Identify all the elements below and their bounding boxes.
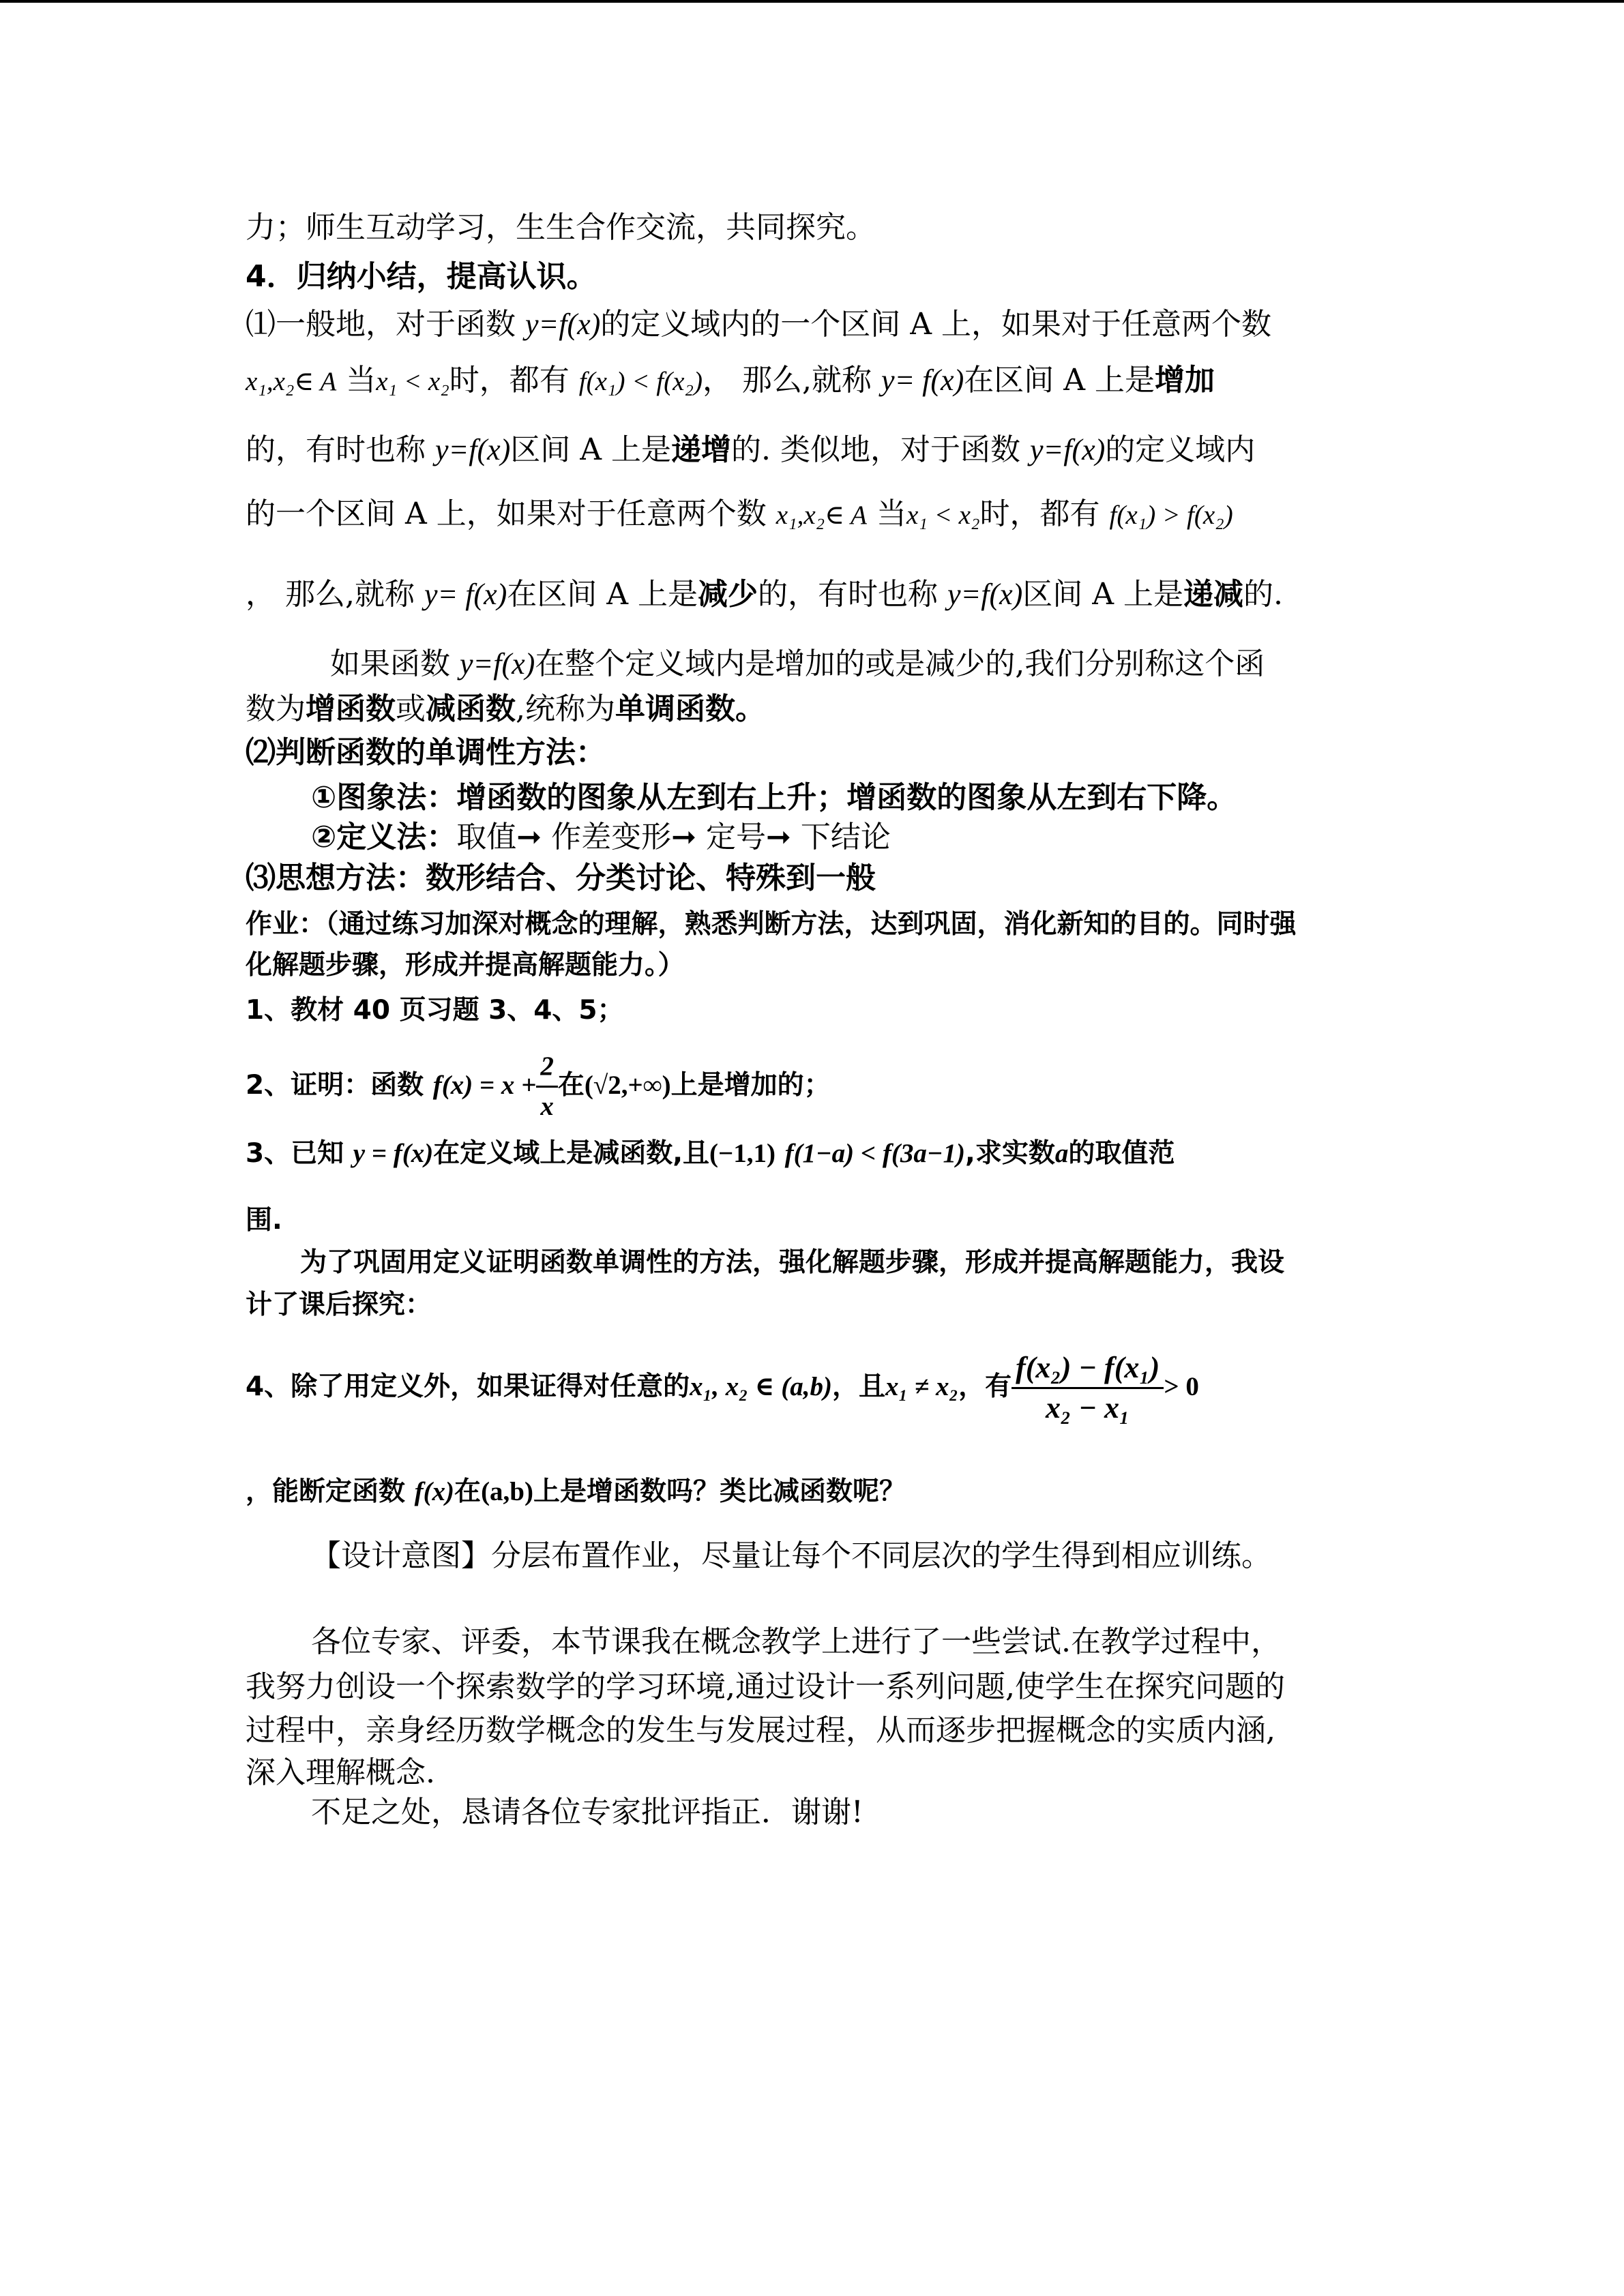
homework-item-3-end: 围. (246, 1205, 282, 1236)
homework-item-3: 3、已知 y = f(x)在定义域上是减函数,且(−1,1) f(1−a) < f(3a−1),求实数a的取值范 (246, 1138, 1175, 1169)
inquiry-intro-2: 计了课后探究： (246, 1289, 432, 1320)
homework-item-1: 1、教材 40 页习题 3、4、5； (246, 995, 624, 1026)
closing-paragraph-4: 深入理解概念. (246, 1755, 435, 1790)
closing-thanks: 不足之处，恳请各位专家批评指正．谢谢! (311, 1795, 863, 1830)
closing-paragraph-1: 各位专家、评委，本节课我在概念教学上进行了一些尝试.在教学过程中， (311, 1624, 1281, 1659)
inquiry-intro-1: 为了巩固用定义证明函数单调性的方法，强化解题步骤，形成并提高解题能力，我设 (300, 1247, 1285, 1278)
definition-increasing-condition: x₁,x₂∈ A 当x₁ < x₂时，都有 f(x₁) < f(x₂)， 那么,就称 y= f(x)在区间 A 上是增加 (246, 363, 1215, 398)
homework-item-4-question: ，能断定函数 f(x)在(a,b)上是增函数吗？类比减函数呢？ (246, 1476, 906, 1507)
closing-paragraph-2: 我努力创设一个探索数学的学习环境,通过设计一系列问题,使学生在探究问题的 (246, 1669, 1285, 1704)
definition-decreasing-condition: 的一个区间 A 上，如果对于任意两个数 x₁,x₂∈ A 当x₁ < x₂时，都有 f(x₁) > f(x₂) (246, 496, 1233, 531)
homework-intro-2: 化解题步骤，形成并提高解题能力。） (246, 950, 685, 981)
thinking-methods: ⑶思想方法：数形结合、分类讨论、特殊到一般 (246, 861, 876, 895)
top-border-line (0, 0, 1624, 3)
design-intent: 【设计意图】分层布置作业，尽量让每个不同层次的学生得到相应训练。 (311, 1538, 1271, 1573)
text-line-1: 力；师生互动学习，生生合作交流，共同探究。 (246, 210, 876, 245)
monotonic-function-terms: 数为增函数或减函数,统称为单调函数。 (246, 691, 765, 726)
fraction-difference-quotient: $\frac{\text{f(x₂) − f(x₁)}}{\text{x₂ − x₁}}$ (1012, 1349, 1164, 1427)
monotonic-function-definition: 如果函数 y=f(x)在整个定义域内是增加的或是减少的,我们分别称这个函 (330, 646, 1265, 681)
homework-intro-1: 作业：（通过练习加深对概念的理解，熟悉判断方法，达到巩固，消化新知的目的。同时强 (246, 909, 1297, 940)
methods-heading: ⑵判断函数的单调性方法： (246, 735, 606, 770)
fraction-2-over-x: $\frac{2}{x}$ (536, 1047, 558, 1126)
section-heading-summary: 4．归纳小结，提高认识。 (246, 259, 597, 294)
definition-decreasing-conclusion: ， 那么,就称 y= f(x)在区间 A 上是减少的，有时也称 y=f(x)区间 A 上是递减的. (246, 577, 1284, 612)
closing-paragraph-3: 过程中，亲身经历数学概念的发生与发展过程，从而逐步把握概念的实质内涵, (246, 1713, 1275, 1748)
definition-increasing-intro: ⑴一般地，对于函数 y=f(x)的定义域内的一个区间 A 上，如果对于任意两个数 (246, 307, 1272, 342)
homework-item-2: 2、证明：函数 f(x) = x + $\frac{2}{x}$ 在(√2,+∞)上是增加的； (246, 1047, 831, 1126)
graph-method: ①图象法：增函数的图象从左到右上升；增函数的图象从左到右下降。 (311, 780, 1237, 815)
homework-item-4: 4、除了用定义外，如果证得对任意的x₁, x₂ ∈ (a,b)，且x₁ ≠ x₂，有 $\frac{\text{f(x₂) − f(x₁)}}{\text{x₂ − x₁}}$ > 0 (246, 1349, 1199, 1427)
definition-decreasing-intro: 的，有时也称 y=f(x)区间 A 上是递增的. 类似地，对于函数 y=f(x)的定义域内 (246, 432, 1256, 467)
definition-method: ②定义法：取值➞ 作差变形➞ 定号➞ 下结论 (311, 820, 891, 854)
